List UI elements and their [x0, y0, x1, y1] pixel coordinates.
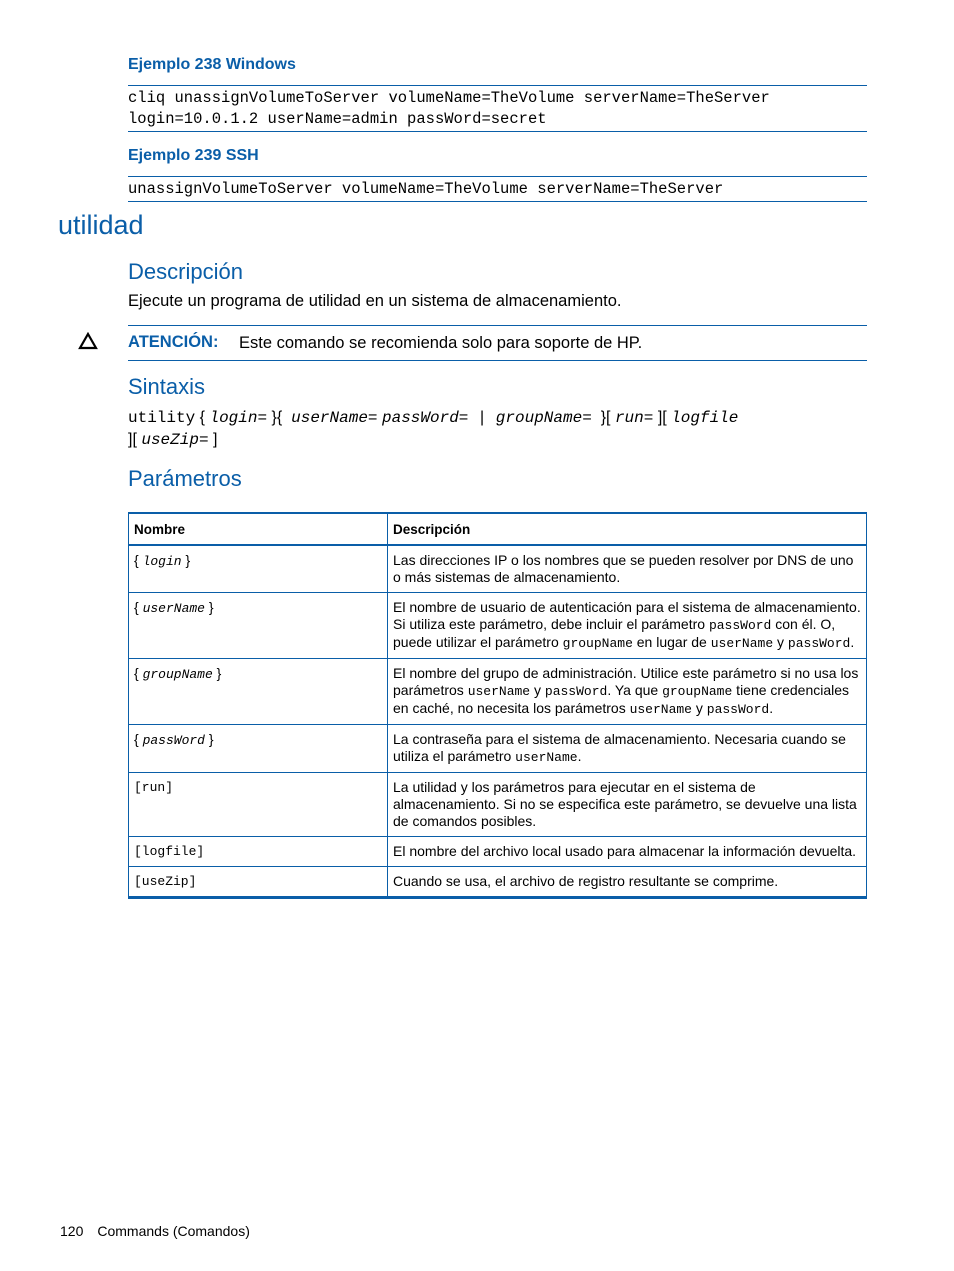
column-header-name: Nombre — [129, 513, 388, 545]
param-name-text: groupName — [142, 667, 213, 682]
desc-code: userName — [515, 750, 578, 765]
syntax-brace: }{ — [271, 409, 283, 426]
syntax-logfile: logfile — [671, 409, 739, 427]
desc-code: passWord — [544, 684, 608, 699]
param-name — [129, 545, 388, 593]
example-239-code: unassignVolumeToServer volumeName=TheVolume serverName=TheServer — [128, 176, 867, 202]
param-brace: } — [181, 552, 191, 568]
section-title: utilidad — [58, 210, 144, 240]
desc-text: en lugar de — [632, 634, 711, 650]
desc-text: con él. O, puede utilizar el parámetro — [393, 616, 836, 650]
desc-text: y — [530, 682, 545, 698]
example-238-code: cliq unassignVolumeToServer volumeName=TheVolume serverName=TheServer login=10.0.1.2 userName=admin passWord=secret — [128, 85, 867, 132]
param-description — [388, 659, 867, 725]
syntax-usezip: useZip= — [141, 431, 209, 449]
syntax-line-2 — [128, 431, 217, 449]
desc-text: y — [773, 634, 788, 650]
column-header-description: Descripción — [388, 513, 867, 545]
syntax-bracket: ][ — [128, 431, 137, 448]
table-row — [129, 773, 867, 837]
param-brace: { — [134, 731, 143, 747]
table-row — [129, 725, 867, 773]
param-name — [129, 725, 388, 773]
warning-triangle-icon — [78, 332, 98, 350]
syntax-brace: { — [199, 409, 206, 426]
desc-text: y — [692, 700, 707, 716]
syntax-run: run= — [614, 409, 654, 427]
notice-box — [128, 325, 867, 361]
description-text: Ejecute un programa de utilidad en un sistema de almacenamiento. — [128, 292, 622, 310]
desc-code: passWord — [708, 618, 772, 633]
syntax-username: userName= — [291, 409, 378, 427]
table-row — [129, 545, 867, 593]
table-header-row — [129, 513, 867, 545]
param-description: Las direcciones IP o los nombres que se pueden resolver por DNS de uno o más sistemas de almacenamiento. — [388, 545, 867, 593]
param-description — [388, 725, 867, 773]
chapter-title: Commands (Comandos) — [97, 1223, 250, 1239]
desc-code: userName — [467, 684, 531, 699]
table-row — [129, 593, 867, 659]
syntax-password: passWord= — [381, 409, 469, 427]
param-name-text: login — [142, 554, 182, 569]
desc-text: tiene credenciales en caché, no necesita los parámetros — [393, 682, 850, 716]
example-239-title: Ejemplo 239 SSH — [128, 147, 259, 164]
param-description — [388, 593, 867, 659]
param-brace: } — [212, 665, 222, 681]
desc-code: userName — [710, 636, 774, 651]
parameters-table — [128, 512, 867, 899]
table-row — [129, 867, 867, 898]
syntax-bracket: }[ — [600, 409, 611, 426]
page-footer — [60, 1223, 250, 1239]
desc-text: El nombre de usuario de autenticación para el sistema de almacenamiento. Si utiliza este parámetro, debe incluir el parámetro — [393, 599, 861, 632]
example-238-title: Ejemplo 238 Windows — [128, 56, 296, 73]
notice-text: Este comando se recomienda solo para soporte de HP. — [239, 334, 643, 352]
syntax-cmd: utility — [128, 409, 196, 427]
table-row — [129, 659, 867, 725]
description-heading: Descripción — [128, 259, 243, 284]
param-name: [useZip] — [129, 867, 388, 898]
table-row — [129, 837, 867, 867]
param-name — [129, 593, 388, 659]
page-number: 120 — [60, 1223, 84, 1239]
desc-text: El nombre del grupo de administración. Utilice este parámetro si no usa los parámetros — [393, 665, 859, 698]
syntax-groupname: groupName= — [495, 409, 592, 427]
syntax-bracket: ][ — [657, 409, 667, 426]
param-brace: } — [205, 731, 214, 747]
param-brace: { — [134, 665, 143, 681]
syntax-bracket: ] — [213, 431, 218, 448]
param-name: [run] — [129, 773, 388, 837]
param-name — [129, 659, 388, 725]
param-description: El nombre del archivo local usado para almacenar la información devuelta. — [388, 837, 867, 867]
param-brace: { — [134, 552, 143, 568]
param-name: [logfile] — [129, 837, 388, 867]
param-description: Cuando se usa, el archivo de registro resultante se comprime. — [388, 867, 867, 898]
param-name-text: userName — [142, 601, 205, 616]
param-brace: } — [205, 599, 214, 615]
parameters-heading: Parámetros — [128, 466, 242, 491]
param-brace: { — [134, 599, 143, 615]
param-name-text: passWord — [142, 733, 205, 748]
desc-code: passWord — [787, 636, 851, 651]
desc-code: passWord — [706, 702, 770, 717]
syntax-line-1 — [128, 409, 738, 427]
desc-text: . — [577, 748, 582, 764]
desc-code: userName — [629, 702, 692, 717]
syntax-login: login= — [209, 409, 268, 427]
desc-text: . Ya que — [607, 682, 663, 698]
desc-code: groupName — [562, 636, 633, 651]
syntax-pipe: | — [477, 409, 487, 427]
desc-text: . — [769, 700, 774, 716]
param-description: La utilidad y los parámetros para ejecutar en el sistema de almacenamiento. Si no se especifica este parámetro, se devuelve una lista de comandos posibles. — [388, 773, 867, 837]
notice-label: ATENCIÓN: — [128, 333, 219, 351]
desc-text: . — [850, 634, 855, 650]
syntax-heading: Sintaxis — [128, 374, 206, 399]
desc-code: groupName — [662, 684, 733, 699]
desc-text: La contraseña para el sistema de almacenamiento. Necesaria cuando se utiliza el parámetro — [393, 731, 846, 764]
